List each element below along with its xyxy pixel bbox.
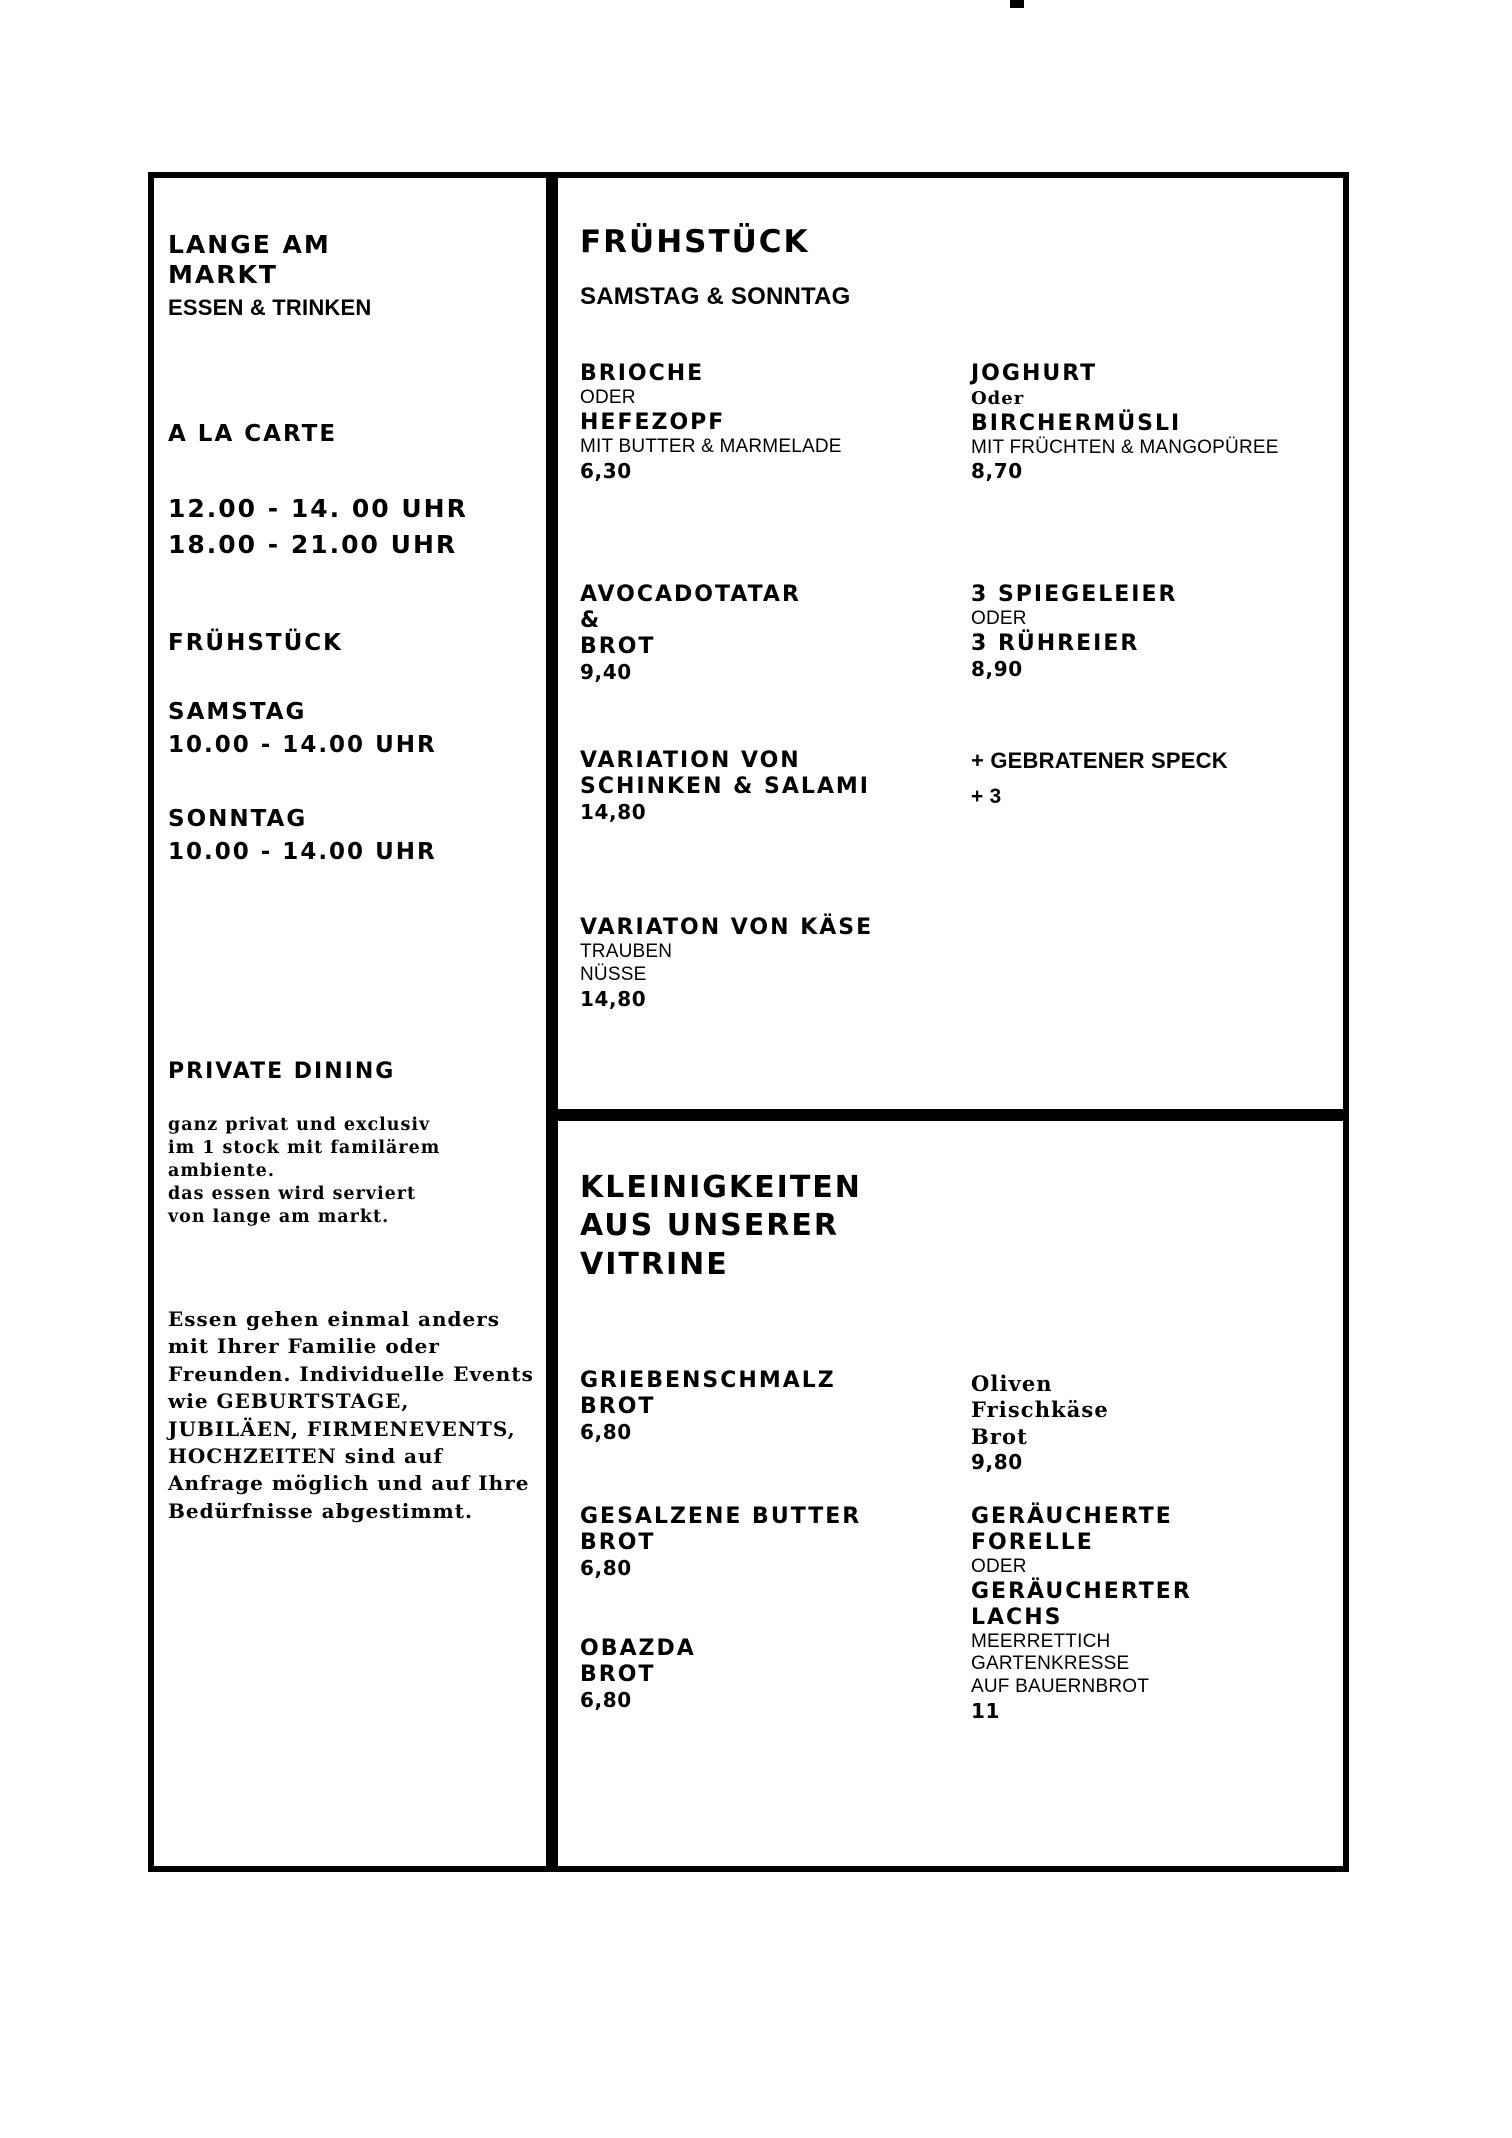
item-name: BRIOCHE bbox=[580, 361, 705, 386]
page-registration-mark bbox=[1010, 0, 1024, 8]
brand-title bbox=[168, 230, 528, 289]
item-line-1: Oliven bbox=[971, 1371, 1053, 1396]
vitrine-panel bbox=[552, 1115, 1349, 1872]
item-alt-name: BROT bbox=[580, 1529, 656, 1555]
breakfast-saturday bbox=[168, 696, 437, 761]
menu-item bbox=[580, 361, 842, 483]
left-info-panel bbox=[148, 172, 552, 1872]
item-name-line2: FORELLE bbox=[971, 1529, 1094, 1555]
item-price: 9,40 bbox=[580, 659, 632, 684]
menu-item bbox=[971, 1371, 1109, 1474]
menu-item bbox=[580, 1636, 696, 1712]
private-dining-line-5: von lange am markt. bbox=[168, 1207, 390, 1228]
item-description-2: NÜSSE bbox=[580, 963, 647, 985]
breakfast-panel-title: FRÜHSTÜCK bbox=[580, 224, 810, 260]
menu-item bbox=[580, 1368, 836, 1444]
breakfast-hours-heading: FRÜHSTÜCK bbox=[168, 630, 343, 656]
vitrine-title-line2: AUS UNSERER bbox=[580, 1208, 839, 1244]
item-name: JOGHURT bbox=[971, 361, 1098, 386]
vitrine-title-line1: KLEINIGKEITEN bbox=[580, 1170, 862, 1205]
item-description: MIT BUTTER & MARMELADE bbox=[580, 435, 842, 457]
item-price: 6,80 bbox=[580, 1419, 632, 1444]
breakfast-sunday-hours: 10.00 - 14.00 UHR bbox=[168, 838, 437, 865]
item-description-2: GARTENKRESSE bbox=[971, 1653, 1130, 1675]
private-dining-line-2: im 1 stock mit familärem bbox=[168, 1138, 441, 1159]
item-alt-name: 3 RÜHREIER bbox=[971, 630, 1140, 656]
item-name: GRIEBENSCHMALZ bbox=[580, 1368, 836, 1393]
item-name-line1: VARIATION VON bbox=[580, 748, 801, 773]
menu-item bbox=[971, 361, 1279, 483]
item-alt-name: BROT bbox=[580, 1393, 656, 1419]
menu-item-addon bbox=[971, 748, 1228, 810]
item-name: 3 SPIEGELEIER bbox=[971, 582, 1178, 607]
item-or: ODER bbox=[971, 607, 1027, 629]
vitrine-title-line3: VITRINE bbox=[580, 1246, 729, 1282]
item-price: 8,70 bbox=[971, 459, 1023, 484]
private-dining-line-4: das essen wird serviert bbox=[168, 1184, 417, 1205]
vitrine-panel-title bbox=[580, 1169, 1080, 1284]
item-connector: & bbox=[580, 607, 602, 633]
item-price: 6,80 bbox=[580, 1555, 632, 1580]
breakfast-panel-subtitle: SAMSTAG & SONNTAG bbox=[580, 283, 851, 310]
a-la-carte-hours-dinner: 18.00 - 21.00 UHR bbox=[168, 529, 458, 559]
a-la-carte-heading: A LA CARTE bbox=[168, 421, 338, 447]
item-alt-name: BIRCHERMÜSLI bbox=[971, 410, 1182, 436]
item-alt-name: BROT bbox=[580, 1661, 656, 1687]
item-line-2: Frischkäse bbox=[971, 1397, 1109, 1423]
item-price: 8,90 bbox=[971, 656, 1023, 681]
item-name: AVOCADOTATAR bbox=[580, 582, 801, 607]
breakfast-saturday-hours: 10.00 - 14.00 UHR bbox=[168, 731, 437, 758]
item-alt-name-line2: LACHS bbox=[971, 1604, 1063, 1630]
item-price: 9,80 bbox=[971, 1449, 1023, 1474]
private-dining-line-3: ambiente. bbox=[168, 1161, 275, 1182]
item-price: 6,80 bbox=[580, 1687, 632, 1712]
breakfast-sunday bbox=[168, 803, 437, 868]
menu-item bbox=[971, 1504, 1192, 1723]
item-name: OBAZDA bbox=[580, 1636, 696, 1661]
item-price: 11 bbox=[971, 1699, 1001, 1723]
item-description: MIT FRÜCHTEN & MANGOPÜREE bbox=[971, 436, 1279, 458]
item-price: 14,80 bbox=[580, 986, 647, 1011]
menu-item bbox=[580, 915, 873, 1011]
item-description-3: AUF BAUERNBROT bbox=[971, 1676, 1150, 1698]
private-events-text: Essen gehen einmal anders mit Ihrer Familie oder Freunden. Individuelle Events wie GEBURTSTAGE, JUBILÄEN, FIRMENEVENTS, HOCHZEITEN sind auf Anfrage möglich und auf Ihre Bedürfnisse abgestimmt. bbox=[168, 1307, 534, 1523]
brand-title-line1: LANGE AM bbox=[168, 230, 331, 259]
menu-item bbox=[580, 1504, 861, 1580]
menu-item bbox=[971, 582, 1177, 681]
item-alt-name: HEFEZOPF bbox=[580, 409, 726, 435]
a-la-carte-hours-lunch: 12.00 - 14. 00 UHR bbox=[168, 494, 468, 523]
private-dining-body bbox=[168, 1114, 540, 1229]
brand-title-line2: MARKT bbox=[168, 259, 278, 289]
private-dining-heading: PRIVATE DINING bbox=[168, 1059, 396, 1084]
breakfast-sunday-label: SONNTAG bbox=[168, 806, 308, 832]
item-or: Oder bbox=[971, 387, 1025, 409]
item-description-1: TRAUBEN bbox=[580, 940, 673, 962]
menu-item bbox=[580, 748, 870, 824]
item-price: 14,80 bbox=[580, 799, 647, 824]
private-dining-line-1: ganz privat und exclusiv bbox=[168, 1115, 431, 1135]
breakfast-saturday-label: SAMSTAG bbox=[168, 699, 307, 725]
breakfast-panel bbox=[552, 172, 1349, 1115]
item-name: VARIATON VON KÄSE bbox=[580, 915, 874, 940]
item-name: GESALZENE BUTTER bbox=[580, 1504, 862, 1529]
brand-tagline: ESSEN & TRINKEN bbox=[168, 295, 372, 320]
item-alt-name: BROT bbox=[580, 633, 656, 659]
item-line-3: Brot bbox=[971, 1423, 1028, 1449]
item-description-1: MEERRETTICH bbox=[971, 1630, 1111, 1652]
menu-item bbox=[580, 582, 801, 684]
item-alt-name-line1: GERÄUCHERTER bbox=[971, 1578, 1192, 1604]
item-name-line1: GERÄUCHERTE bbox=[971, 1504, 1173, 1529]
item-or: ODER bbox=[580, 386, 636, 408]
addon-name: + GEBRATENER SPECK bbox=[971, 748, 1228, 773]
addon-price: + 3 bbox=[971, 785, 1002, 809]
item-name-line2: SCHINKEN & SALAMI bbox=[580, 773, 870, 799]
a-la-carte-hours bbox=[168, 491, 468, 562]
item-price: 6,30 bbox=[580, 458, 632, 483]
item-or: ODER bbox=[971, 1555, 1027, 1577]
